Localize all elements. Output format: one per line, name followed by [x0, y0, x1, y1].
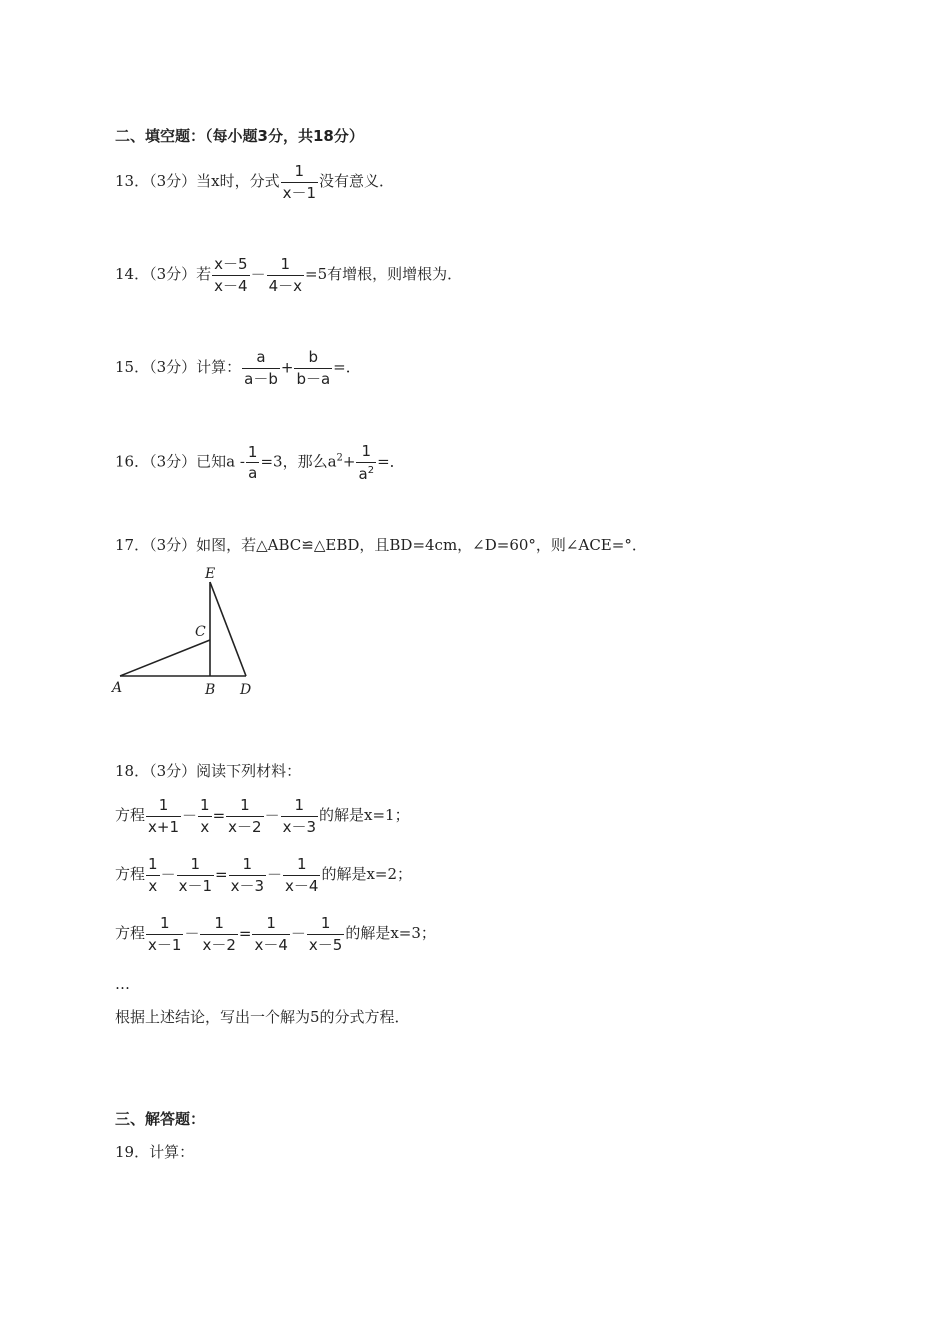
question-17: [115, 538, 647, 553]
label-A: A: [112, 680, 123, 696]
question-number: 13．: [115, 172, 150, 190]
numerator: 1: [198, 797, 212, 817]
denominator: x－4: [254, 935, 288, 954]
numerator: 1: [307, 915, 344, 935]
denominator-base: a: [358, 464, 368, 483]
numerator: 1: [356, 443, 376, 463]
triangle-figure: [108, 560, 268, 705]
numerator: x－5: [212, 256, 249, 276]
minus-sign: －: [290, 924, 306, 943]
numerator: 1: [146, 915, 183, 935]
numerator: 1: [146, 797, 181, 817]
question-text-end: =5有增根，则增根为．: [305, 265, 463, 283]
fraction: [177, 856, 214, 894]
fraction: [198, 797, 212, 835]
fraction: [356, 443, 376, 482]
equation-prefix: 方程: [115, 924, 146, 942]
numerator: 1: [246, 444, 260, 464]
question-text-end: =．: [377, 452, 405, 471]
numerator: 1: [146, 856, 160, 876]
question-number: 18．: [115, 762, 150, 780]
numerator: b: [294, 349, 332, 369]
label-B: B: [205, 682, 216, 698]
question-15: [115, 349, 361, 387]
question-text: 已知a -: [196, 452, 245, 471]
equals-sign: =: [215, 865, 228, 884]
fraction: [283, 856, 320, 894]
question-18: [115, 764, 301, 779]
fraction: [200, 915, 237, 953]
question-number: 14．: [115, 265, 150, 283]
label-E: E: [205, 566, 216, 582]
denominator: b－a: [296, 369, 331, 388]
denominator: x－1: [148, 935, 182, 954]
minus-sign: －: [184, 924, 200, 943]
question-text: 当x时，分式: [196, 172, 280, 190]
denominator: x－1: [178, 876, 212, 895]
equation-solution: 的解是x=3；: [345, 924, 436, 942]
equation-prefix: 方程: [115, 865, 146, 883]
equation-2: [115, 856, 412, 894]
question-score: （3分）: [149, 265, 197, 283]
fraction: [252, 915, 289, 953]
denominator: a: [248, 464, 258, 482]
question-text-mid: =3，那么a: [260, 452, 337, 471]
numerator: 1: [252, 915, 289, 935]
question-text-end: 没有意义．: [319, 172, 395, 190]
question-18-conclusion: 根据上述结论，写出一个解为5的分式方程．: [115, 1008, 410, 1026]
fraction: [307, 915, 344, 953]
ellipsis: …: [115, 975, 130, 993]
question-number: 17．: [115, 536, 150, 554]
numerator: 1: [281, 163, 318, 183]
numerator: a: [242, 349, 280, 369]
minus-sign: －: [160, 865, 176, 884]
fraction: [267, 256, 304, 294]
denominator: x+1: [148, 817, 180, 836]
question-19: 19．计算：: [115, 1143, 195, 1161]
denominator: x: [200, 817, 210, 836]
fraction: [242, 349, 280, 387]
question-score: （3分）: [149, 358, 197, 376]
denominator: x－4: [214, 276, 248, 295]
question-number: 15．: [115, 358, 150, 376]
denominator: x－2: [202, 935, 236, 954]
fraction: [281, 163, 318, 201]
denominator: x－3: [282, 817, 317, 836]
fraction: [281, 797, 318, 835]
denominator: x－5: [308, 935, 343, 954]
fraction: [146, 915, 183, 953]
equation-solution: 的解是x=2；: [321, 865, 413, 883]
exponent: 2: [336, 452, 343, 464]
question-score: （3分）: [149, 536, 197, 554]
plus-sign: +: [280, 358, 294, 377]
equation-1: [115, 797, 410, 835]
question-score: （3分）: [149, 172, 197, 190]
equals-sign: =: [212, 806, 226, 825]
line-ED: [210, 582, 246, 676]
fraction: [212, 256, 249, 294]
denominator: x－2: [228, 817, 262, 836]
denominator: x－4: [285, 876, 319, 895]
question-13: [115, 163, 394, 201]
denominator: a－b: [244, 369, 278, 388]
section-heading-fill-in: 二、填空题：（每小题3分，共18分）: [115, 127, 364, 145]
question-text: 阅读下列材料：: [196, 762, 302, 780]
denominator: 4－x: [268, 276, 303, 295]
equals-sign: =: [238, 924, 252, 943]
question-number: 16．: [115, 452, 150, 471]
numerator: 1: [267, 256, 304, 276]
minus-sign: －: [264, 806, 280, 825]
question-text: 计算：: [196, 358, 242, 376]
denominator-exponent: 2: [367, 464, 375, 476]
section-heading-answers: 三、解答题：: [115, 1110, 206, 1128]
fraction: [294, 349, 332, 387]
label-D: D: [240, 682, 252, 698]
denominator: x－1: [282, 183, 317, 202]
denominator: x: [148, 876, 158, 895]
denominator: [356, 463, 376, 483]
question-text: 若: [196, 265, 212, 283]
question-score: （3分）: [149, 762, 197, 780]
numerator: 1: [200, 915, 237, 935]
question-16: [115, 443, 405, 482]
question-score: （3分）: [149, 452, 197, 471]
denominator: x－3: [230, 876, 264, 895]
equation-solution: 的解是x=1；: [319, 806, 410, 824]
fraction: [146, 856, 160, 894]
label-C: C: [195, 624, 206, 640]
numerator: 1: [229, 856, 266, 876]
numerator: 1: [177, 856, 214, 876]
question-14: [115, 256, 462, 294]
minus-sign: －: [250, 265, 266, 284]
plus-sign: +: [342, 452, 356, 471]
fraction: [246, 444, 260, 482]
minus-sign: －: [182, 806, 198, 825]
line-AC: [120, 640, 210, 676]
fraction: [146, 797, 181, 835]
question-text: 如图，若△ABC≌△EBD，且BD=4cm，∠D=60°，则∠ACE=°．: [196, 536, 647, 554]
question-text-end: =．: [333, 358, 361, 376]
fraction: [226, 797, 263, 835]
fraction: [229, 856, 266, 894]
numerator: 1: [283, 856, 320, 876]
numerator: 1: [226, 797, 263, 817]
equation-3: [115, 915, 436, 953]
minus-sign: －: [267, 865, 283, 884]
numerator: 1: [281, 797, 318, 817]
equation-prefix: 方程: [115, 806, 146, 824]
